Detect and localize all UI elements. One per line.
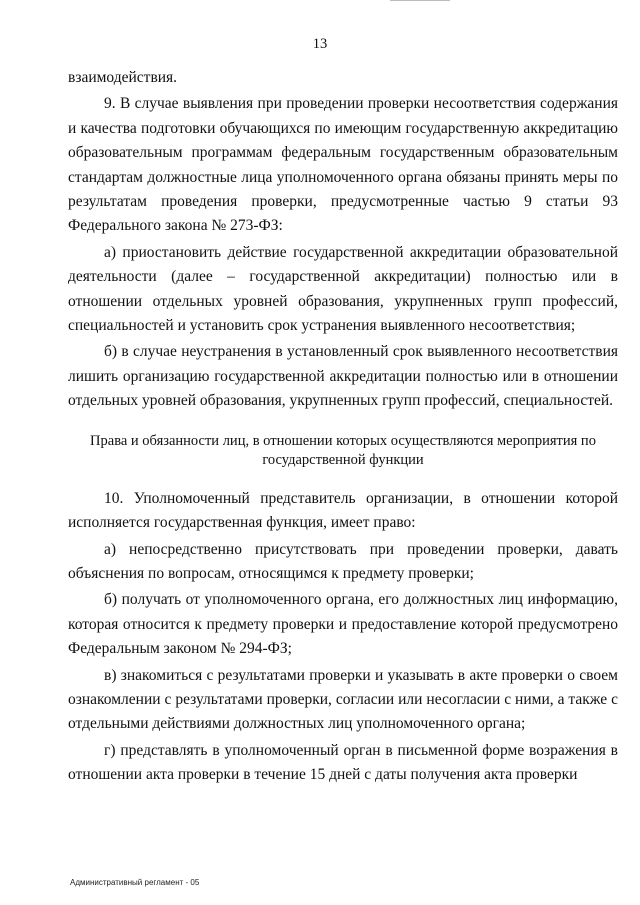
paragraph-item-9b: б) в случае неустранения в установленный срок выявленного несоответствия лишить организацию государственной аккредитации полностью или в отношении отдельных уровней образования, укрупненных групп профессий, специальностей. bbox=[68, 343, 618, 410]
paragraph-item-10b: б) получать от уполномоченного органа, его должностных лиц информацию, которая относится к предмету проверки и предоставление которой предусмотрено Федеральным законом № 294-ФЗ; bbox=[68, 591, 618, 658]
document-body bbox=[68, 66, 618, 788]
paragraph-item-10d: г) представлять в уполномоченный орган в письменной форме возражения в отношении акта проверки в течение 15 дней с даты получения акта проверки bbox=[68, 741, 618, 784]
page-number: 13 bbox=[312, 36, 328, 52]
page-footer: Административный регламент - 05 bbox=[70, 878, 200, 887]
paragraph-item-10c: в) знакомиться с результатами проверки и указывать в акте проверки о своем ознакомлении с результатами проверки, согласии или несогласии с ними, а также с отдельными действиями должностных лиц уполномоченного органа; bbox=[68, 666, 618, 733]
paragraph-continuation: взаимодействия. bbox=[68, 69, 178, 86]
scan-edge-line bbox=[390, 0, 450, 1]
paragraph-item-9a: а) приостановить действие государственной аккредитации образовательной деятельности (далее – государственной аккредитации) полностью или в отношении отдельных уровней образования, укрупненных групп профессий, специальностей и установить срок устранения выявленного несоответствия; bbox=[68, 243, 618, 335]
paragraph-item-9: 9. В случае выявления при проведении проверки несоответствия содержания и качества подготовки обучающихся по имеющим государственную аккредитацию образовательным программам федеральным государственным образовательным стандартам должностные лица уполномоченного органа обязаны принять меры по результатам проведения проверки, предусмотренные частью 9 статьи 93 Федерального закона № 273-ФЗ: bbox=[68, 95, 618, 235]
paragraph-item-10a: а) непосредственно присутствовать при проведении проверки, давать объяснения по вопросам, относящимся к предмету проверки; bbox=[68, 540, 618, 582]
section-heading: Права и обязанности лиц, в отношении которых осуществляются мероприятия по государственной функции bbox=[90, 432, 596, 468]
paragraph-item-10: 10. Уполномоченный представитель организации, в отношении которой исполняется государственная функция, имеет право: bbox=[68, 489, 618, 532]
